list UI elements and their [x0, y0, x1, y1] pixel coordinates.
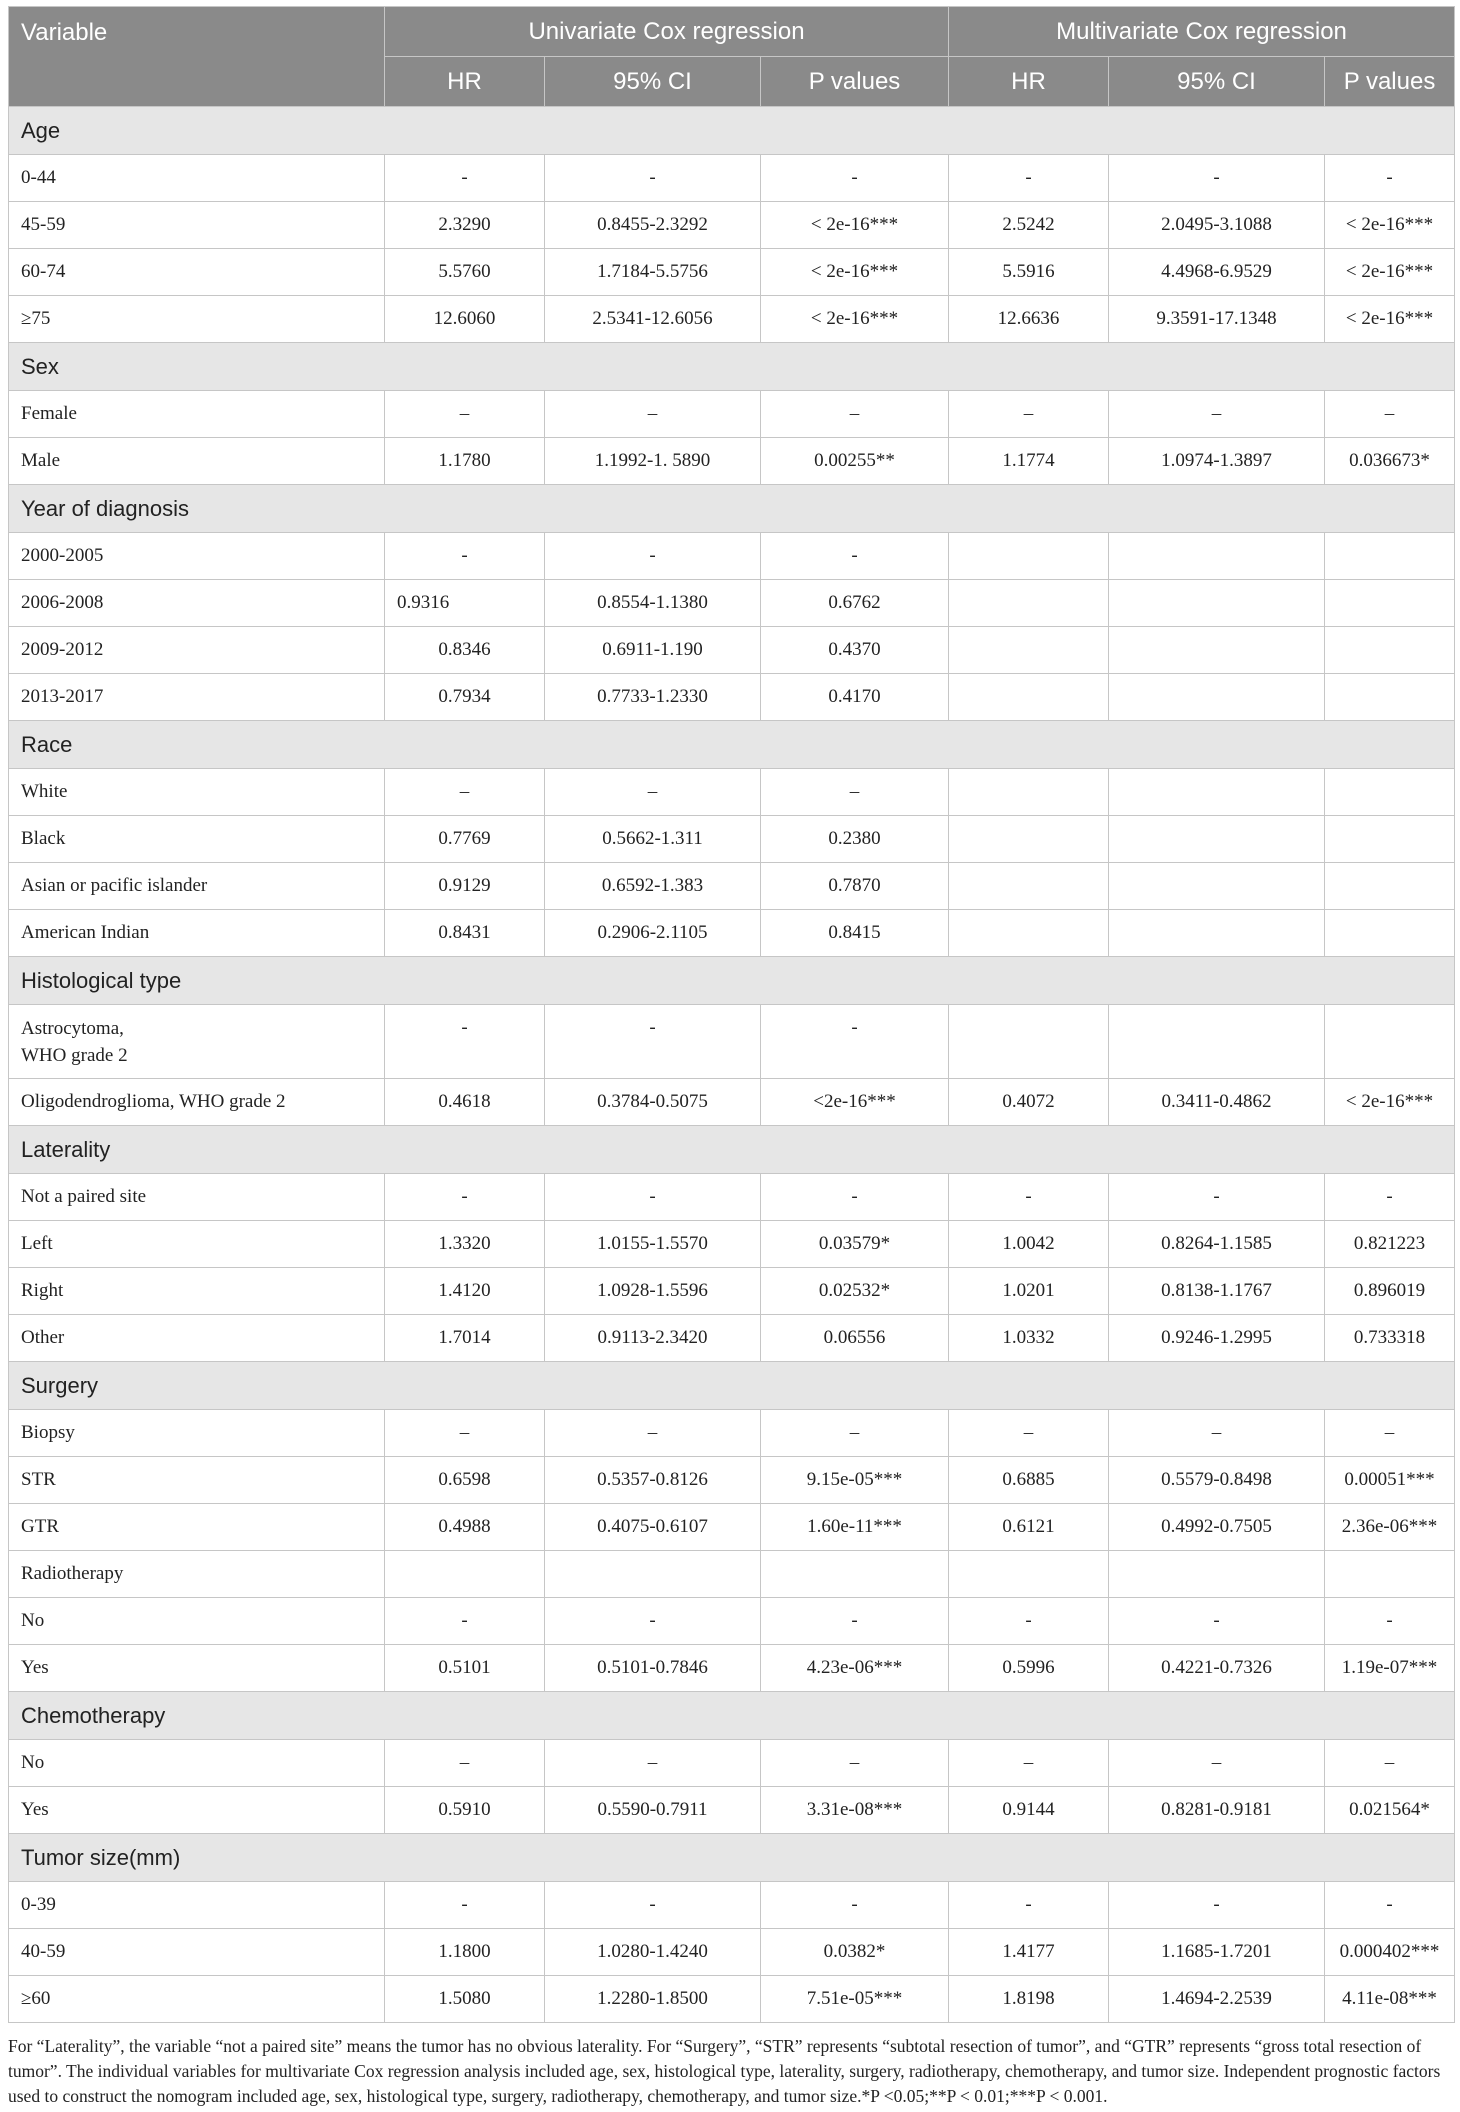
cell-value: 0.2380: [761, 816, 949, 863]
cell-value: -: [545, 1005, 761, 1079]
cell-value: 1.60e-11***: [761, 1504, 949, 1551]
header-variable: Variable: [9, 7, 385, 107]
cell-value: -: [385, 1005, 545, 1079]
cell-value: 0.9246-1.2995: [1109, 1315, 1325, 1362]
cell-value: 0.036673*: [1325, 438, 1455, 485]
cell-value: 0.03579*: [761, 1221, 949, 1268]
cell-value: 12.6060: [385, 296, 545, 343]
cell-value: < 2e-16***: [761, 296, 949, 343]
table-row: [9, 438, 1455, 485]
cell-value: 2.5242: [949, 202, 1109, 249]
table-row: [9, 1221, 1455, 1268]
cell-value: 0.8455-2.3292: [545, 202, 761, 249]
cell-value: 1.7014: [385, 1315, 545, 1362]
table-row: [9, 627, 1455, 674]
cell-value: < 2e-16***: [1325, 296, 1455, 343]
cell-value: 4.4968-6.9529: [1109, 249, 1325, 296]
cell-value: 0.02532*: [761, 1268, 949, 1315]
section-title: Laterality: [9, 1126, 1455, 1174]
cell-value: –: [949, 391, 1109, 438]
cell-value: 0.8431: [385, 910, 545, 957]
table-row: [9, 863, 1455, 910]
cell-value: 0.8554-1.1380: [545, 580, 761, 627]
cell-value: -: [1325, 1882, 1455, 1929]
cell-value: 0.06556: [761, 1315, 949, 1362]
cell-value: 0.6598: [385, 1457, 545, 1504]
cell-value: 0.8264-1.1585: [1109, 1221, 1325, 1268]
cell-value: 0.821223: [1325, 1221, 1455, 1268]
cell-value: [1109, 1005, 1325, 1079]
cell-value: [1109, 674, 1325, 721]
table-row: [9, 533, 1455, 580]
cell-value: -: [545, 1174, 761, 1221]
cell-value: [1109, 533, 1325, 580]
cell-value: 0.7769: [385, 816, 545, 863]
cell-value: [949, 910, 1109, 957]
table-row: [9, 1740, 1455, 1787]
cell-value: 1.0155-1.5570: [545, 1221, 761, 1268]
cell-value: 1.1774: [949, 438, 1109, 485]
cell-value: 4.23e-06***: [761, 1645, 949, 1692]
row-label: Right: [9, 1268, 385, 1315]
row-label: Not a paired site: [9, 1174, 385, 1221]
table-row: [9, 1787, 1455, 1834]
section-title: Race: [9, 721, 1455, 769]
cell-value: 1.19e-07***: [1325, 1645, 1455, 1692]
cell-value: 1.0280-1.4240: [545, 1929, 761, 1976]
cell-value: 1.0332: [949, 1315, 1109, 1362]
section-header-row: [9, 1362, 1455, 1410]
cell-value: –: [385, 769, 545, 816]
cell-value: –: [1109, 391, 1325, 438]
cell-value: 2.0495-3.1088: [1109, 202, 1325, 249]
row-label: Left: [9, 1221, 385, 1268]
cell-value: 0.9316: [385, 580, 545, 627]
cell-value: 1.5080: [385, 1976, 545, 2023]
cell-value: 0.5662-1.311: [545, 816, 761, 863]
cell-value: [1109, 816, 1325, 863]
cell-value: 0.9144: [949, 1787, 1109, 1834]
cell-value: 1.0042: [949, 1221, 1109, 1268]
cell-value: 5.5916: [949, 249, 1109, 296]
row-label: Oligodendroglioma, WHO grade 2: [9, 1079, 385, 1126]
cell-value: –: [545, 1410, 761, 1457]
row-label: Yes: [9, 1645, 385, 1692]
cell-value: -: [1109, 1174, 1325, 1221]
section-title: Surgery: [9, 1362, 1455, 1410]
cell-value: 0.4370: [761, 627, 949, 674]
cell-value: -: [761, 533, 949, 580]
section-header-row: [9, 957, 1455, 1005]
cell-value: –: [1325, 1410, 1455, 1457]
cell-value: 0.0382*: [761, 1929, 949, 1976]
header-multivariate: Multivariate Cox regression: [949, 7, 1455, 57]
section-title: Tumor size(mm): [9, 1834, 1455, 1882]
cell-value: 0.8346: [385, 627, 545, 674]
cell-value: 0.733318: [1325, 1315, 1455, 1362]
cell-value: 1.1685-1.7201: [1109, 1929, 1325, 1976]
cell-value: –: [1109, 1410, 1325, 1457]
cell-value: -: [385, 1598, 545, 1645]
table-row: [9, 155, 1455, 202]
row-label: Male: [9, 438, 385, 485]
cell-value: -: [385, 533, 545, 580]
section-header-row: [9, 721, 1455, 769]
cell-value: 0.5101: [385, 1645, 545, 1692]
cell-value: -: [761, 1882, 949, 1929]
table-row: [9, 674, 1455, 721]
cell-value: 0.5996: [949, 1645, 1109, 1692]
cell-value: -: [761, 1005, 949, 1079]
header-multi-ci: 95% CI: [1109, 57, 1325, 107]
cell-value: 0.021564*: [1325, 1787, 1455, 1834]
cell-value: 1.0974-1.3897: [1109, 438, 1325, 485]
cell-value: 0.7733-1.2330: [545, 674, 761, 721]
cell-value: < 2e-16***: [1325, 202, 1455, 249]
header-uni-p: P values: [761, 57, 949, 107]
cell-value: 1.4120: [385, 1268, 545, 1315]
table-row: [9, 1551, 1455, 1598]
cell-value: [949, 863, 1109, 910]
cell-value: 1.7184-5.5756: [545, 249, 761, 296]
cell-value: 1.0201: [949, 1268, 1109, 1315]
cell-value: [1325, 816, 1455, 863]
cell-value: [949, 674, 1109, 721]
cell-value: -: [1325, 155, 1455, 202]
cell-value: 0.00255**: [761, 438, 949, 485]
table-row: [9, 816, 1455, 863]
cell-value: 0.8415: [761, 910, 949, 957]
cell-value: 1.3320: [385, 1221, 545, 1268]
cell-value: [949, 533, 1109, 580]
cell-value: 0.5579-0.8498: [1109, 1457, 1325, 1504]
cell-value: -: [1325, 1598, 1455, 1645]
cell-value: [1325, 769, 1455, 816]
cell-value: 0.5590-0.7911: [545, 1787, 761, 1834]
cell-value: -: [545, 155, 761, 202]
row-label: Black: [9, 816, 385, 863]
cell-value: 12.6636: [949, 296, 1109, 343]
cell-value: 0.6762: [761, 580, 949, 627]
row-label: Female: [9, 391, 385, 438]
cell-value: –: [385, 1740, 545, 1787]
row-label: 0-44: [9, 155, 385, 202]
cell-value: [545, 1551, 761, 1598]
table-row: [9, 1315, 1455, 1362]
header-univariate: Univariate Cox regression: [385, 7, 949, 57]
row-label: Asian or pacific islander: [9, 863, 385, 910]
row-label: Yes: [9, 1787, 385, 1834]
header-uni-ci: 95% CI: [545, 57, 761, 107]
row-label: ≥60: [9, 1976, 385, 2023]
row-label: Other: [9, 1315, 385, 1362]
cell-value: 0.3784-0.5075: [545, 1079, 761, 1126]
cell-value: 1.1800: [385, 1929, 545, 1976]
row-label: 2000-2005: [9, 533, 385, 580]
row-label: ≥75: [9, 296, 385, 343]
row-label: STR: [9, 1457, 385, 1504]
cell-value: 1.2280-1.8500: [545, 1976, 761, 2023]
cell-value: 0.9113-2.3420: [545, 1315, 761, 1362]
cell-value: [1109, 769, 1325, 816]
cell-value: 0.7870: [761, 863, 949, 910]
cell-value: [1109, 863, 1325, 910]
row-label: 2013-2017: [9, 674, 385, 721]
cox-regression-table: [8, 6, 1455, 2023]
cell-value: 3.31e-08***: [761, 1787, 949, 1834]
table-row: [9, 1268, 1455, 1315]
cell-value: -: [949, 1882, 1109, 1929]
cell-value: [949, 816, 1109, 863]
section-title: Year of diagnosis: [9, 485, 1455, 533]
section-title: Histological type: [9, 957, 1455, 1005]
cell-value: 2.3290: [385, 202, 545, 249]
table-row: [9, 1005, 1455, 1079]
row-label: Astrocytoma, WHO grade 2: [9, 1005, 385, 1079]
cell-value: 1.8198: [949, 1976, 1109, 2023]
table-body: [9, 107, 1455, 2023]
table-row: [9, 1079, 1455, 1126]
cell-value: -: [949, 155, 1109, 202]
table-row: [9, 1598, 1455, 1645]
cell-value: -: [545, 1882, 761, 1929]
cell-value: [949, 769, 1109, 816]
cell-value: -: [1109, 1882, 1325, 1929]
cell-value: -: [545, 533, 761, 580]
row-label: 40-59: [9, 1929, 385, 1976]
table-row: [9, 202, 1455, 249]
row-label: Biopsy: [9, 1410, 385, 1457]
row-label: 2009-2012: [9, 627, 385, 674]
cell-value: 0.5101-0.7846: [545, 1645, 761, 1692]
cell-value: 2.5341-12.6056: [545, 296, 761, 343]
section-header-row: [9, 1692, 1455, 1740]
table-header: [9, 7, 1455, 107]
table-row: [9, 910, 1455, 957]
cell-value: -: [949, 1174, 1109, 1221]
cell-value: [1325, 580, 1455, 627]
cell-value: < 2e-16***: [761, 249, 949, 296]
cell-value: –: [1325, 1740, 1455, 1787]
cell-value: [1325, 1551, 1455, 1598]
cell-value: –: [761, 769, 949, 816]
cell-value: 0.8138-1.1767: [1109, 1268, 1325, 1315]
cox-regression-table-container: [8, 6, 1454, 2023]
section-title: Chemotherapy: [9, 1692, 1455, 1740]
cell-value: –: [761, 1410, 949, 1457]
cell-value: -: [949, 1598, 1109, 1645]
cell-value: 1.1992-1. 5890: [545, 438, 761, 485]
cell-value: [1109, 910, 1325, 957]
cell-value: –: [385, 1410, 545, 1457]
header-multi-hr: HR: [949, 57, 1109, 107]
table-row: [9, 1504, 1455, 1551]
row-label: 0-39: [9, 1882, 385, 1929]
row-label: 45-59: [9, 202, 385, 249]
cell-value: 0.4988: [385, 1504, 545, 1551]
cell-value: [385, 1551, 545, 1598]
cell-value: 0.00051***: [1325, 1457, 1455, 1504]
cell-value: -: [385, 1174, 545, 1221]
cell-value: 0.6592-1.383: [545, 863, 761, 910]
cell-value: 0.6885: [949, 1457, 1109, 1504]
table-row: [9, 296, 1455, 343]
cell-value: -: [761, 155, 949, 202]
cell-value: 5.5760: [385, 249, 545, 296]
header-multi-p: P values: [1325, 57, 1455, 107]
cell-value: [949, 580, 1109, 627]
row-label: No: [9, 1740, 385, 1787]
cell-value: 1.4694-2.2539: [1109, 1976, 1325, 2023]
header-uni-hr: HR: [385, 57, 545, 107]
cell-value: 4.11e-08***: [1325, 1976, 1455, 2023]
cell-value: [1109, 627, 1325, 674]
cell-value: 0.6911-1.190: [545, 627, 761, 674]
cell-value: -: [385, 155, 545, 202]
cell-value: 0.896019: [1325, 1268, 1455, 1315]
table-row: [9, 1410, 1455, 1457]
table-row: [9, 249, 1455, 296]
table-row: [9, 1457, 1455, 1504]
section-header-row: [9, 1126, 1455, 1174]
cell-value: < 2e-16***: [1325, 1079, 1455, 1126]
cell-value: 0.4221-0.7326: [1109, 1645, 1325, 1692]
cell-value: –: [761, 1740, 949, 1787]
cell-value: 2.36e-06***: [1325, 1504, 1455, 1551]
row-label: No: [9, 1598, 385, 1645]
cell-value: –: [949, 1740, 1109, 1787]
cell-value: -: [1109, 1598, 1325, 1645]
cell-value: 0.4072: [949, 1079, 1109, 1126]
cell-value: < 2e-16***: [761, 202, 949, 249]
cell-value: –: [761, 391, 949, 438]
row-label: Radiotherapy: [9, 1551, 385, 1598]
cell-value: [949, 1005, 1109, 1079]
cell-value: [1325, 910, 1455, 957]
cell-value: [1325, 674, 1455, 721]
table-footnote: For “Laterality”, the variable “not a paired site” means the tumor has no obvious laterality. For “Surgery”, “STR” represents “subtotal resection of tumor”, and “GTR” represents “gross total resection of tumor”. The individual variables for multivariate Cox regression analysis included age, sex, histological type, laterality, surgery, radiotherapy, chemotherapy, and tumor size. Independent prognostic factors used to construct the nomogram included age, sex, histological type, surgery, radiotherapy, chemotherapy, and tumor size.*P <0.05;**P < 0.01;***P < 0.001.: [8, 2036, 1441, 2106]
cell-value: 0.4170: [761, 674, 949, 721]
cell-value: 0.6121: [949, 1504, 1109, 1551]
cell-value: 0.2906-2.1105: [545, 910, 761, 957]
cell-value: [1109, 1551, 1325, 1598]
table-row: [9, 1174, 1455, 1221]
cell-value: 0.9129: [385, 863, 545, 910]
cell-value: -: [1109, 155, 1325, 202]
cell-value: [949, 627, 1109, 674]
cell-value: 0.8281-0.9181: [1109, 1787, 1325, 1834]
table-row: [9, 1929, 1455, 1976]
row-label: 2006-2008: [9, 580, 385, 627]
cell-value: 0.5357-0.8126: [545, 1457, 761, 1504]
cell-value: –: [949, 1410, 1109, 1457]
table-row: [9, 580, 1455, 627]
cell-value: 0.4618: [385, 1079, 545, 1126]
row-label: 60-74: [9, 249, 385, 296]
table-row: [9, 1645, 1455, 1692]
section-header-row: [9, 107, 1455, 155]
cell-value: –: [385, 391, 545, 438]
cell-value: -: [1325, 1174, 1455, 1221]
cell-value: –: [1109, 1740, 1325, 1787]
cell-value: 9.15e-05***: [761, 1457, 949, 1504]
table-row: [9, 391, 1455, 438]
cell-value: –: [545, 391, 761, 438]
section-header-row: [9, 485, 1455, 533]
cell-value: -: [545, 1598, 761, 1645]
cell-value: 0.4992-0.7505: [1109, 1504, 1325, 1551]
cell-value: –: [545, 769, 761, 816]
cell-value: < 2e-16***: [1325, 249, 1455, 296]
cell-value: [949, 1551, 1109, 1598]
cell-value: [1325, 533, 1455, 580]
cell-value: 1.0928-1.5596: [545, 1268, 761, 1315]
cell-value: –: [1325, 391, 1455, 438]
row-label: GTR: [9, 1504, 385, 1551]
table-row: [9, 1976, 1455, 2023]
cell-value: 0.3411-0.4862: [1109, 1079, 1325, 1126]
section-title: Sex: [9, 343, 1455, 391]
cell-value: 9.3591-17.1348: [1109, 296, 1325, 343]
cell-value: -: [761, 1174, 949, 1221]
cell-value: 1.1780: [385, 438, 545, 485]
section-header-row: [9, 1834, 1455, 1882]
cell-value: -: [761, 1598, 949, 1645]
cell-value: 1.4177: [949, 1929, 1109, 1976]
cell-value: 0.4075-0.6107: [545, 1504, 761, 1551]
cell-value: [1325, 863, 1455, 910]
row-label: American Indian: [9, 910, 385, 957]
section-title: Age: [9, 107, 1455, 155]
cell-value: [1325, 627, 1455, 674]
section-header-row: [9, 343, 1455, 391]
cell-value: [761, 1551, 949, 1598]
cell-value: 0.000402***: [1325, 1929, 1455, 1976]
cell-value: 7.51e-05***: [761, 1976, 949, 2023]
cell-value: –: [545, 1740, 761, 1787]
table-row: [9, 1882, 1455, 1929]
table-row: [9, 769, 1455, 816]
cell-value: <2e-16***: [761, 1079, 949, 1126]
cell-value: [1325, 1005, 1455, 1079]
cell-value: 0.7934: [385, 674, 545, 721]
row-label: White: [9, 769, 385, 816]
cell-value: [1109, 580, 1325, 627]
cell-value: 0.5910: [385, 1787, 545, 1834]
cell-value: -: [385, 1882, 545, 1929]
